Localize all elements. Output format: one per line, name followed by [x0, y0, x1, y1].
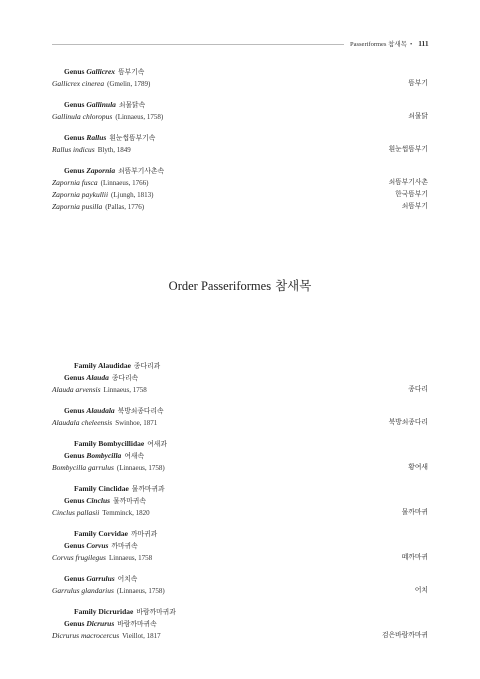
species-author: (Pallas, 1776) — [105, 203, 145, 211]
genus-name: Garrulus — [86, 574, 115, 583]
genus-name: Bombycilla — [86, 451, 122, 460]
species-author: Blyth, 1849 — [97, 146, 131, 154]
species-scientific — [52, 507, 150, 519]
family-label: Family — [74, 529, 97, 538]
species-author: Temminck, 1820 — [102, 509, 150, 517]
species-korean-name: 한국뜸부기 — [395, 191, 428, 198]
genus-korean-name: 쇠물닭속 — [118, 102, 146, 109]
species-author: Vieillot, 1817 — [122, 632, 161, 640]
taxon-block — [52, 438, 428, 474]
taxon-block — [52, 606, 428, 642]
family-line — [52, 528, 428, 540]
genus-label: Genus — [64, 541, 85, 550]
species-scientific — [52, 552, 152, 564]
species-korean-name: 물까마귀 — [401, 509, 428, 516]
species-author: (Ljungh, 1813) — [111, 191, 154, 199]
species-row — [52, 552, 428, 564]
genus-label: Genus — [64, 373, 85, 382]
species-row — [52, 177, 428, 189]
genus-line — [52, 405, 428, 417]
genus-line — [52, 540, 428, 552]
species-scientific — [52, 384, 147, 396]
genus-line — [52, 132, 428, 144]
header-rule — [52, 44, 344, 45]
taxon-block — [52, 99, 428, 123]
family-label: Family — [74, 607, 97, 616]
genus-korean-name: 쇠뜸부기사촌속 — [118, 168, 165, 175]
family-line — [52, 360, 428, 372]
species-author: (Linnaeus, 1758) — [116, 587, 165, 595]
genus-name: Corvus — [86, 541, 109, 550]
species-name: Zapornia fusca — [52, 178, 98, 187]
species-author: Swinhoe, 1871 — [115, 419, 158, 427]
genus-label: Genus — [64, 496, 85, 505]
genus-korean-name: 흰눈썹뜸부기속 — [109, 135, 156, 142]
genus-name: Gallicrex — [86, 67, 116, 76]
taxon-block — [52, 405, 428, 429]
species-korean-name: 어치 — [414, 587, 428, 594]
species-scientific — [52, 144, 131, 156]
genus-line — [52, 99, 428, 111]
running-header — [350, 39, 429, 48]
species-author: Linnaeus, 1758 — [108, 554, 153, 562]
species-scientific — [52, 189, 153, 201]
taxon-block — [52, 573, 428, 597]
species-name: Garrulus glandarius — [52, 586, 114, 595]
genus-name: Alaudala — [86, 406, 115, 415]
species-row — [52, 585, 428, 597]
header-separator: • — [409, 41, 413, 48]
bottom-taxon-list — [52, 360, 428, 651]
taxon-block — [52, 360, 428, 396]
taxon-block — [52, 528, 428, 564]
species-author: (Linnaeus, 1758) — [115, 113, 164, 121]
taxon-block — [52, 483, 428, 519]
species-scientific — [52, 177, 148, 189]
running-title: Passeriformes 참새목 — [350, 41, 407, 48]
species-korean-name: 쇠뜸부기 — [401, 203, 428, 210]
genus-korean-name: 바람까마귀속 — [117, 621, 157, 628]
species-row — [52, 384, 428, 396]
species-author: (Gmelin, 1789) — [107, 80, 151, 88]
family-name: Cinclidae — [98, 484, 129, 493]
species-row — [52, 189, 428, 201]
species-name: Dicrurus macrocercus — [52, 631, 120, 640]
species-scientific — [52, 78, 150, 90]
family-label: Family — [74, 439, 97, 448]
species-scientific — [52, 585, 165, 597]
order-label: Order Passeriformes — [168, 279, 272, 293]
genus-korean-name: 종다리속 — [111, 375, 139, 382]
genus-label: Genus — [64, 67, 85, 76]
taxon-block — [52, 132, 428, 156]
genus-line — [52, 372, 428, 384]
genus-line — [52, 495, 428, 507]
genus-name: Rallus — [86, 133, 107, 142]
page-number: 111 — [418, 39, 429, 48]
family-name: Dicruridae — [98, 607, 134, 616]
genus-korean-name: 북방쇠종다리속 — [117, 408, 164, 415]
genus-label: Genus — [64, 406, 85, 415]
family-name: Bombycillidae — [98, 439, 145, 448]
genus-korean-name: 까마귀속 — [111, 543, 138, 550]
species-name: Gallinula chloropus — [52, 112, 113, 121]
species-row — [52, 144, 428, 156]
species-row — [52, 78, 428, 90]
species-scientific — [52, 630, 161, 642]
genus-label: Genus — [64, 166, 85, 175]
species-row — [52, 201, 428, 213]
family-korean-name: 물까마귀과 — [131, 486, 165, 493]
family-line — [52, 438, 428, 450]
family-label: Family — [74, 484, 97, 493]
genus-korean-name: 뜸부기속 — [118, 69, 145, 76]
species-scientific — [52, 111, 163, 123]
species-row — [52, 111, 428, 123]
genus-name: Zapornia — [86, 166, 116, 175]
species-korean-name: 흰눈썹뜸부기 — [388, 146, 428, 153]
species-korean-name: 검은바람까마귀 — [382, 632, 428, 639]
genus-label: Genus — [64, 574, 85, 583]
order-korean-name: 참새목 — [275, 279, 312, 293]
species-row — [52, 417, 428, 429]
species-scientific — [52, 201, 144, 213]
genus-korean-name: 물까마귀속 — [113, 498, 146, 505]
family-name: Alaudidae — [97, 361, 131, 370]
species-name: Alaudala cheleensis — [52, 418, 113, 427]
family-line — [52, 483, 428, 495]
genus-label: Genus — [64, 133, 85, 142]
species-row — [52, 507, 428, 519]
family-label: Family — [74, 361, 97, 370]
species-korean-name: 뜸부기 — [408, 80, 428, 87]
genus-line — [52, 450, 428, 462]
species-korean-name: 종다리 — [408, 386, 428, 393]
order-heading — [0, 276, 480, 294]
genus-line — [52, 573, 428, 585]
family-korean-name: 여새과 — [147, 441, 167, 448]
species-korean-name: 황여새 — [408, 464, 428, 471]
genus-label: Genus — [64, 451, 85, 460]
family-korean-name: 까마귀과 — [130, 531, 158, 538]
taxon-block — [52, 165, 428, 213]
genus-label: Genus — [64, 100, 85, 109]
species-name: Bombycilla garrulus — [52, 463, 114, 472]
species-korean-name: 쇠뜸부기사촌 — [388, 179, 428, 186]
species-name: Cinclus pallasii — [52, 508, 100, 517]
genus-line — [52, 165, 428, 177]
genus-line — [52, 618, 428, 630]
top-taxon-list — [52, 66, 428, 222]
taxon-block — [52, 66, 428, 90]
species-row — [52, 630, 428, 642]
species-scientific — [52, 462, 165, 474]
species-name: Corvus frugilegus — [52, 553, 106, 562]
family-korean-name: 바람까마귀과 — [136, 609, 176, 616]
species-korean-name: 떼까마귀 — [401, 554, 428, 561]
species-name: Alauda arvensis — [52, 385, 101, 394]
genus-line — [52, 66, 428, 78]
genus-korean-name: 어치속 — [117, 576, 138, 583]
genus-name: Alauda — [86, 373, 109, 382]
species-author: Linnaeus, 1758 — [103, 386, 147, 394]
genus-korean-name: 여새속 — [124, 453, 145, 460]
genus-label: Genus — [64, 619, 85, 628]
species-name: Zapornia pusilla — [52, 202, 103, 211]
species-korean-name: 북방쇠종다리 — [388, 419, 428, 426]
genus-name: Dicrurus — [86, 619, 115, 628]
family-line — [52, 606, 428, 618]
family-name: Corvidae — [98, 529, 128, 538]
species-name: Gallicrex cinerea — [52, 79, 105, 88]
species-name: Zapornia paykullii — [52, 190, 109, 199]
species-name: Rallus indicus — [52, 145, 95, 154]
species-scientific — [52, 417, 157, 429]
species-author: (Linnaeus, 1758) — [116, 464, 165, 472]
species-author: (Linnaeus, 1766) — [100, 179, 149, 187]
genus-name: Gallinula — [86, 100, 116, 109]
family-korean-name: 종다리과 — [133, 363, 161, 370]
genus-name: Cinclus — [86, 496, 111, 505]
species-korean-name: 쇠물닭 — [408, 113, 428, 120]
species-row — [52, 462, 428, 474]
